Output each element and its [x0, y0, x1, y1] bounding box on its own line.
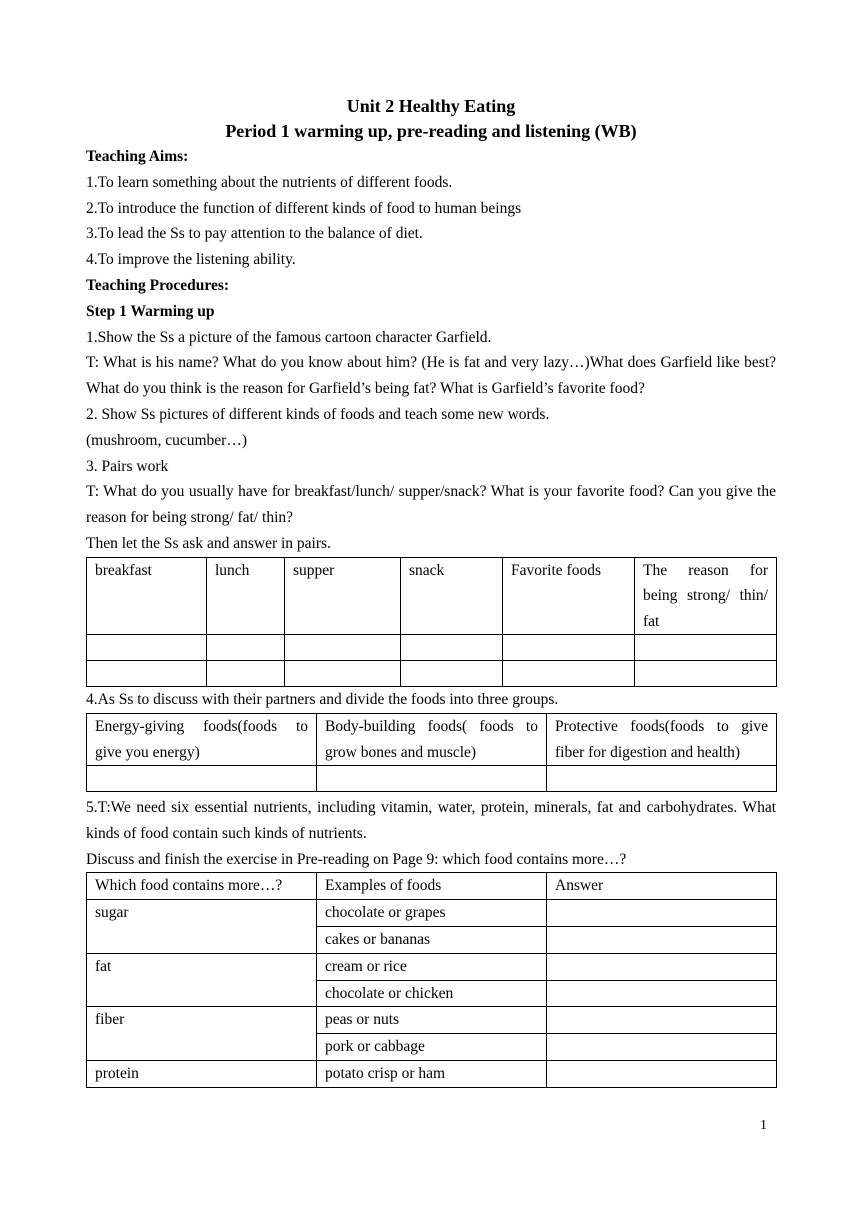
- table-header-cell: Which food contains more…?: [87, 873, 317, 900]
- table-row: [87, 1007, 777, 1034]
- answer-cell[interactable]: [547, 927, 777, 954]
- nutrient-cell: sugar: [87, 900, 317, 954]
- procedure-paragraph: 1.Show the Ss a picture of the famous cartoon character Garfield.: [86, 328, 492, 346]
- table-cell[interactable]: [207, 635, 285, 661]
- table-header-cell: Favorite foods: [503, 557, 635, 635]
- example-cell: peas or nuts: [317, 1007, 547, 1034]
- table-header-cell: breakfast: [87, 557, 207, 635]
- example-cell: cakes or bananas: [317, 927, 547, 954]
- table-row: [87, 900, 777, 927]
- table-cell[interactable]: [401, 635, 503, 661]
- aim-item: 1.To learn something about the nutrients of different foods.: [86, 173, 453, 191]
- page-number: 1: [760, 1118, 767, 1133]
- table-header-row: [87, 873, 777, 900]
- table-header-cell: Energy-giving foods(foods to give you energy): [87, 714, 317, 766]
- table-cell[interactable]: [317, 766, 547, 792]
- procedure-paragraph: 5.T:We need six essential nutrients, including vitamin, water, protein, minerals, fat and carbohydrates. What kinds of food contain such kinds of nutrients.: [86, 799, 776, 842]
- table-row: [87, 1061, 777, 1088]
- aim-item: 3.To lead the Ss to pay attention to the balance of diet.: [86, 225, 423, 243]
- document-title: Unit 2 Healthy Eating: [346, 96, 516, 116]
- nutrient-cell: fat: [87, 953, 317, 1007]
- table-header-cell: supper: [285, 557, 401, 635]
- nutrient-cell: fiber: [87, 1007, 317, 1061]
- table-header-cell: snack: [401, 557, 503, 635]
- table-cell[interactable]: [87, 661, 207, 687]
- table-header-cell: Body-building foods( foods to grow bones and muscle): [317, 714, 547, 766]
- aim-item: 2.To introduce the function of different kinds of food to human beings: [86, 199, 522, 217]
- example-cell: chocolate or grapes: [317, 900, 547, 927]
- example-cell: potato crisp or ham: [317, 1061, 547, 1088]
- teaching-procedures-heading: Teaching Procedures:: [86, 276, 230, 294]
- procedure-paragraph: Discuss and finish the exercise in Pre-reading on Page 9: which food contains more…?: [86, 850, 627, 868]
- table-row: [87, 635, 777, 661]
- procedure-paragraph: 3. Pairs work: [86, 457, 169, 475]
- table-row: [87, 766, 777, 792]
- answer-cell[interactable]: [547, 953, 777, 980]
- procedure-paragraph: T: What is his name? What do you know about him? (He is fat and very lazy…)What does Garfield like best? What do you think is the reason for Garfield’s being fat? What is Garfield’s favorite food?: [86, 354, 776, 398]
- procedure-paragraph: 2. Show Ss pictures of different kinds of foods and teach some new words.: [86, 405, 550, 423]
- aim-item: 4.To improve the listening ability.: [86, 251, 296, 269]
- nutrient-table: [86, 872, 777, 1087]
- procedure-paragraph: 4.As Ss to discuss with their partners and divide the foods into three groups.: [86, 691, 559, 709]
- table-cell[interactable]: [285, 661, 401, 687]
- table-cell[interactable]: [87, 766, 317, 792]
- table-header-cell: lunch: [207, 557, 285, 635]
- teaching-aims-heading: Teaching Aims:: [86, 148, 189, 165]
- table-row: [87, 953, 777, 980]
- procedure-paragraph: (mushroom, cucumber…): [86, 431, 247, 449]
- procedure-paragraph: T: What do you usually have for breakfast/lunch/ supper/snack? What is your favorite food? Can you give the reason for being strong/ fat/ thin?: [86, 483, 776, 527]
- table-header-row: [87, 714, 777, 766]
- answer-cell[interactable]: [547, 1061, 777, 1088]
- table-cell[interactable]: [635, 635, 777, 661]
- table-cell[interactable]: [503, 661, 635, 687]
- answer-cell[interactable]: [547, 1034, 777, 1061]
- table-cell[interactable]: [285, 635, 401, 661]
- table-cell[interactable]: [547, 766, 777, 792]
- document-body: [86, 94, 776, 1088]
- food-groups-table: [86, 713, 777, 792]
- table-header-cell: Examples of foods: [317, 873, 547, 900]
- table-header-cell: Answer: [547, 873, 777, 900]
- example-cell: cream or rice: [317, 953, 547, 980]
- table-header-cell: Protective foods(foods to give fiber for digestion and health): [547, 714, 777, 766]
- example-cell: pork or cabbage: [317, 1034, 547, 1061]
- step-1-heading: Step 1 Warming up: [86, 302, 215, 320]
- answer-cell[interactable]: [547, 900, 777, 927]
- example-cell: chocolate or chicken: [317, 980, 547, 1007]
- table-cell[interactable]: [207, 661, 285, 687]
- table-header-row: [87, 557, 777, 635]
- table-row: [87, 661, 777, 687]
- answer-cell[interactable]: [547, 1007, 777, 1034]
- table-cell[interactable]: [87, 635, 207, 661]
- answer-cell[interactable]: [547, 980, 777, 1007]
- document-subtitle: Period 1 warming up, pre-reading and listening (WB): [225, 121, 637, 141]
- procedure-paragraph: Then let the Ss ask and answer in pairs.: [86, 534, 331, 552]
- meals-table: [86, 557, 777, 688]
- nutrient-cell: protein: [87, 1061, 317, 1088]
- table-cell[interactable]: [401, 661, 503, 687]
- table-cell[interactable]: [635, 661, 777, 687]
- table-cell[interactable]: [503, 635, 635, 661]
- table-header-cell: The reason for being strong/ thin/ fat: [635, 557, 777, 635]
